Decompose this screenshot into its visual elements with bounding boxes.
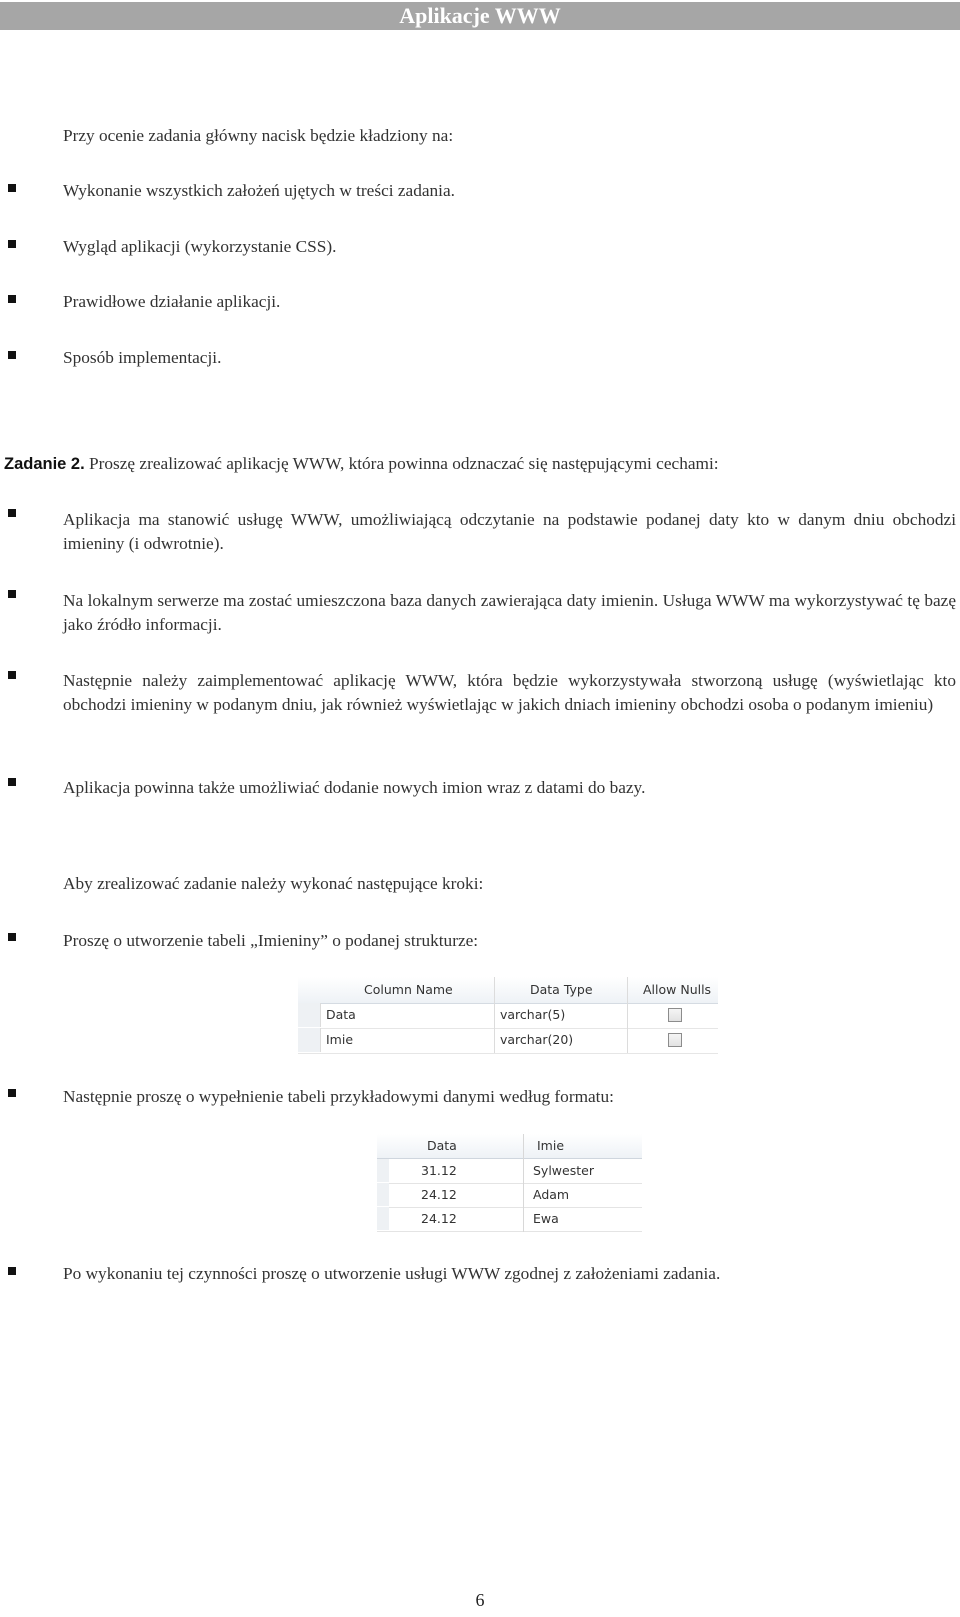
- list-item: Po wykonaniu tej czynności proszę o utworzenie usługi WWW zgodnej z założeniami zadania.: [63, 1264, 721, 1283]
- intro-text: Przy ocenie zadania główny nacisk będzie kładziony na:: [63, 126, 454, 145]
- list-item: Prawidłowe działanie aplikacji.: [63, 292, 281, 311]
- schema-table: [298, 977, 718, 1053]
- column-divider: [494, 977, 495, 1053]
- table-row[interactable]: [377, 1159, 642, 1184]
- list-item: Następnie należy zaimplementować aplikację WWW, która będzie wykorzystywała stworzoną usługę (wyświetlając kto obchodzi imieniny w podanym dniu, jak również wyświetlając w jakich dniach imieniny obchodzi osoba o podanym imieniu): [63, 671, 956, 714]
- page-number: 6: [475, 1590, 485, 1610]
- bullet-icon: [8, 933, 16, 941]
- bullet-icon: [8, 778, 16, 786]
- data-type-cell[interactable]: varchar(20): [500, 1032, 574, 1047]
- list-item: Proszę o utworzenie tabeli „Imieniny” o podanej strukturze:: [63, 931, 479, 950]
- column-divider: [523, 1134, 524, 1232]
- date-cell[interactable]: 31.12: [421, 1163, 457, 1178]
- column-header: Column Name: [364, 982, 453, 997]
- bullet-icon: [8, 1267, 16, 1275]
- allow-nulls-checkbox[interactable]: [668, 1033, 682, 1047]
- list-item: Aplikacja ma stanowić usługę WWW, umożliwiającą odczytanie na podstawie podanej daty kto w danym dniu obchodzi imieniny (i odwrotnie).: [63, 510, 956, 553]
- column-header: Allow Nulls: [643, 982, 712, 997]
- row-selector[interactable]: [298, 1003, 321, 1027]
- steps-intro: Aby zrealizować zadanie należy wykonać następujące kroki:: [63, 874, 484, 893]
- schema-header-row: [298, 977, 718, 1004]
- table-row[interactable]: [377, 1207, 642, 1232]
- list-item: Wykonanie wszystkich założeń ujętych w treści zadania.: [63, 181, 455, 200]
- row-selector[interactable]: [377, 1159, 389, 1182]
- column-header: Imie: [537, 1138, 565, 1153]
- name-cell[interactable]: Ewa: [533, 1211, 559, 1226]
- data-table: [377, 1134, 642, 1232]
- row-selector[interactable]: [377, 1183, 389, 1206]
- task-text: Proszę zrealizować aplikację WWW, która powinna odznaczać się następującymi cechami:: [89, 454, 719, 473]
- row-selector[interactable]: [377, 1207, 389, 1230]
- date-cell[interactable]: 24.12: [421, 1187, 457, 1202]
- list-item: Aplikacja powinna także umożliwiać dodanie nowych imion wraz z datami do bazy.: [63, 778, 646, 797]
- table-row[interactable]: [298, 1003, 718, 1029]
- name-cell[interactable]: Adam: [533, 1187, 570, 1202]
- table-row[interactable]: [298, 1028, 718, 1054]
- list-item: Na lokalnym serwerze ma zostać umieszczona baza danych zawierająca daty imienin. Usługa WWW ma wykorzystywać tę bazę jako źródło informacji.: [63, 591, 956, 634]
- page-header: Aplikacje WWW: [0, 2, 960, 30]
- bullet-icon: [8, 240, 16, 248]
- allow-nulls-checkbox[interactable]: [668, 1008, 682, 1022]
- column-divider: [627, 977, 628, 1053]
- column-name-cell[interactable]: Imie: [326, 1032, 354, 1047]
- bullet-icon: [8, 590, 16, 598]
- bullet-icon: [8, 351, 16, 359]
- data-header-row: [377, 1134, 642, 1159]
- date-cell[interactable]: 24.12: [421, 1211, 457, 1226]
- data-type-cell[interactable]: varchar(5): [500, 1007, 566, 1022]
- task-label: Zadanie 2.: [4, 455, 85, 473]
- table-row[interactable]: [377, 1183, 642, 1208]
- bullet-icon: [8, 1089, 16, 1097]
- list-item: Następnie proszę o wypełnienie tabeli przykładowymi danymi według formatu:: [63, 1087, 614, 1106]
- bullet-icon: [8, 184, 16, 192]
- bullet-icon: [8, 509, 16, 517]
- bullet-icon: [8, 671, 16, 679]
- bullet-icon: [8, 295, 16, 303]
- name-cell[interactable]: Sylwester: [533, 1163, 594, 1178]
- row-selector[interactable]: [298, 1028, 321, 1052]
- task-heading: [4, 452, 719, 476]
- column-header: Data Type: [530, 982, 593, 997]
- list-item: Sposób implementacji.: [63, 348, 222, 367]
- column-header: Data: [427, 1138, 457, 1153]
- column-name-cell[interactable]: Data: [326, 1007, 356, 1022]
- list-item: Wygląd aplikacji (wykorzystanie CSS).: [63, 237, 337, 256]
